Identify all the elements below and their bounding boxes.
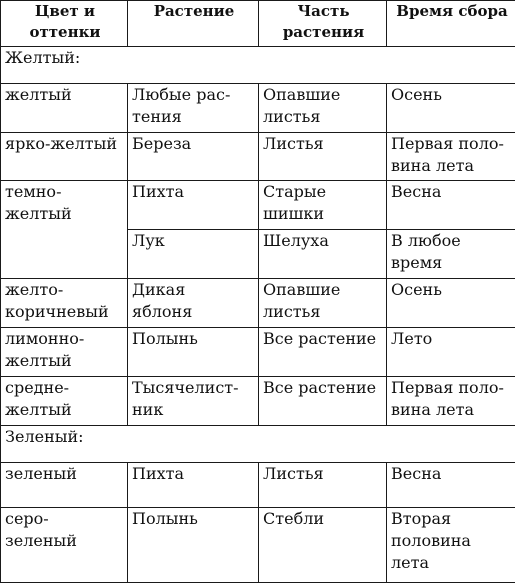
color-cell: [1, 377, 128, 426]
part-line: Шелуха: [263, 231, 329, 251]
part-cell: [259, 328, 387, 377]
part-line: листья: [263, 302, 321, 322]
plant-line: тения: [132, 106, 182, 126]
time-line: Весна: [391, 182, 442, 202]
table-row: [1, 83, 515, 132]
color-line: ярко-желтый: [5, 133, 117, 153]
color-cell: [1, 83, 128, 132]
part-cell: [259, 462, 387, 507]
header-plant: [128, 1, 259, 47]
header-color-line: и оттенки: [29, 2, 101, 41]
time-line: Первая поло-: [391, 378, 504, 398]
time-line: время: [391, 253, 443, 273]
time-cell: [387, 377, 515, 426]
part-line: Все растение: [263, 378, 377, 398]
time-line: Осень: [391, 84, 442, 104]
part-line: Листья: [263, 463, 324, 483]
part-line: листья: [263, 106, 321, 126]
plant-line: яблоня: [132, 302, 193, 322]
plant-line: Дикая: [132, 280, 186, 300]
part-line: Листья: [263, 133, 324, 153]
header-time: [387, 1, 515, 47]
time-cell: [387, 83, 515, 132]
header-part-line: Часть: [297, 2, 350, 20]
header-time-line: Время сбора: [396, 2, 508, 20]
part-cell: [259, 507, 387, 582]
color-line: серо-: [5, 508, 49, 528]
time-line: половина: [391, 530, 471, 550]
time-line: вина лета: [391, 155, 474, 175]
part-cell: [259, 132, 387, 181]
header-color-line: Цвет: [34, 2, 79, 20]
plant-cell: [128, 507, 259, 582]
time-line: Первая поло-: [391, 133, 504, 153]
table-row: [1, 507, 515, 582]
time-line: Весна: [391, 463, 442, 483]
color-line: желтый: [5, 351, 72, 371]
part-cell: [259, 181, 387, 230]
color-line: средне-: [5, 378, 70, 398]
table-row: [1, 181, 515, 230]
time-cell: [387, 279, 515, 328]
plant-line: Тысячелист-: [132, 378, 239, 398]
plant-line: Береза: [132, 133, 192, 153]
color-cell: [1, 328, 128, 377]
time-line: Вторая: [391, 508, 452, 528]
time-line: Лето: [391, 329, 433, 349]
part-line: шишки: [263, 204, 325, 224]
header-part: [259, 1, 387, 47]
plant-cell: [128, 462, 259, 507]
table-row: [1, 328, 515, 377]
plant-line: Лук: [132, 231, 165, 251]
part-cell: [259, 279, 387, 328]
part-line: Все растение: [263, 329, 377, 349]
color-cell: [1, 132, 128, 181]
time-line: Осень: [391, 280, 442, 300]
table-row: [1, 377, 515, 426]
color-cell: [1, 181, 128, 279]
header-part-line: растения: [282, 23, 365, 41]
time-cell: [387, 132, 515, 181]
time-cell: [387, 328, 515, 377]
part-line: Опавшие: [263, 84, 341, 104]
color-cell: [1, 279, 128, 328]
header-color: [1, 1, 128, 47]
color-line: желтый: [5, 204, 72, 224]
plant-cell: [128, 181, 259, 230]
time-cell: [387, 230, 515, 279]
plant-cell: [128, 132, 259, 181]
color-line: желто-: [5, 280, 64, 300]
plant-line: Полынь: [132, 508, 198, 528]
part-cell: [259, 83, 387, 132]
section-heading-yellow: Желтый:: [1, 47, 515, 84]
plant-line: Пихта: [132, 182, 185, 202]
plant-cell: [128, 279, 259, 328]
color-line: темно-: [5, 182, 62, 202]
plant-line: Пихта: [132, 463, 185, 483]
color-line: коричневый: [5, 302, 109, 322]
table-row: [1, 279, 515, 328]
part-line: Стебли: [263, 508, 325, 528]
part-line: Опавшие: [263, 280, 341, 300]
part-line: Старые: [263, 182, 327, 202]
time-line: В любое: [391, 231, 461, 251]
section-row-green: [1, 426, 515, 463]
header-row: [1, 1, 515, 47]
table-row: [1, 462, 515, 507]
time-line: лета: [391, 552, 430, 572]
part-cell: [259, 230, 387, 279]
color-line: желтый: [5, 84, 72, 104]
time-cell: [387, 181, 515, 230]
color-line: зеленый: [5, 530, 77, 550]
color-cell: [1, 507, 128, 582]
section-row-yellow: [1, 47, 515, 84]
color-line: желтый: [5, 400, 72, 420]
header-plant-line: Растение: [153, 2, 235, 20]
plant-cell: [128, 83, 259, 132]
plant-cell: [128, 377, 259, 426]
plant-line: Полынь: [132, 329, 198, 349]
table-row: [1, 132, 515, 181]
color-cell: [1, 462, 128, 507]
color-line: лимонно-: [5, 329, 85, 349]
time-cell: [387, 507, 515, 582]
section-heading-green: Зеленый:: [1, 426, 515, 463]
time-cell: [387, 462, 515, 507]
part-cell: [259, 377, 387, 426]
time-line: вина лета: [391, 400, 474, 420]
plant-cell: [128, 328, 259, 377]
color-line: зеленый: [5, 463, 77, 483]
plant-line: ник: [132, 400, 164, 420]
plant-cell: [128, 230, 259, 279]
plant-line: Любые рас-: [132, 84, 231, 104]
